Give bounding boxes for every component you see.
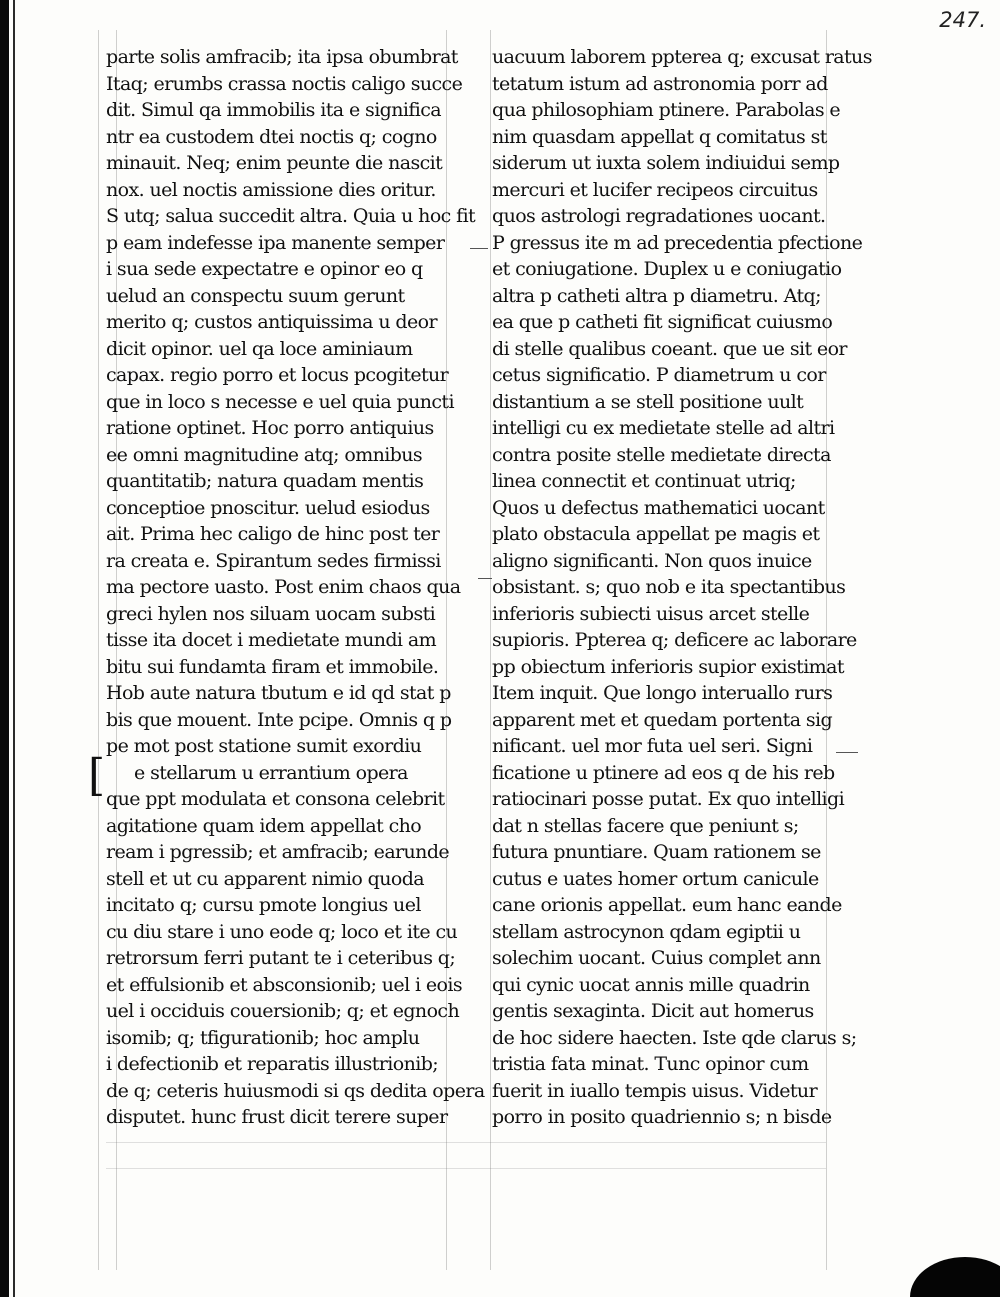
- manuscript-line: ficatione u ptinere ad eos q de his reb: [492, 761, 835, 784]
- ruling-line: [106, 1168, 826, 1169]
- manuscript-line: nox. uel noctis amissione dies oritur.: [106, 178, 436, 201]
- manuscript-line: dicit opinor. uel qa loce aminiaum: [106, 337, 413, 360]
- manuscript-line: tetatum istum ad astronomia porr ad: [492, 72, 828, 95]
- manuscript-line: bitu sui fundamta firam et immobile.: [106, 655, 439, 678]
- manuscript-line: fuerit in iuallo tempis uisus. Videtur: [492, 1079, 818, 1102]
- manuscript-line: P gressus ite m ad precedentia pfectione: [492, 231, 863, 254]
- manuscript-line: uel i occiduis couersionib; q; et egnoch: [106, 1000, 460, 1022]
- folio-number: 247.: [939, 8, 986, 32]
- manuscript-line: de hoc sidere haecten. Iste qde clarus s;: [492, 1026, 857, 1049]
- manuscript-line: gentis sexaginta. Dicit aut homerus: [492, 1000, 814, 1022]
- manuscript-line: Item inquit. Que longo interuallo rurs: [492, 682, 833, 704]
- manuscript-line: conceptioe pnoscitur. uelud esiodus: [106, 496, 430, 519]
- manuscript-line: nim quasdam appellat q comitatus st: [492, 125, 827, 148]
- manuscript-line: di stelle qualibus coeant. que ue sit eor: [492, 337, 847, 360]
- margin-mark: [478, 578, 492, 579]
- manuscript-line: cu diu stare i uno eode q; loco et ite cu: [106, 920, 458, 943]
- manuscript-line: supioris. Ppterea q; deficere ac laborare: [492, 629, 857, 651]
- manuscript-line: retrorsum ferri putant te i ceteribus q;: [106, 947, 456, 969]
- margin-mark: [470, 248, 488, 249]
- manuscript-line: ratiocinari posse putat. Ex quo intelligi: [492, 788, 845, 810]
- manuscript-line: et effulsionib et absconsionib; uel i eois: [106, 973, 463, 996]
- manuscript-line: uacuum laborem ppterea q; excusat ratus: [492, 46, 872, 68]
- manuscript-line: isomib; q; tfigurationib; hoc amplu: [106, 1026, 420, 1049]
- manuscript-line: siderum ut iuxta solem indiuidui semp: [492, 152, 840, 174]
- manuscript-line: qui cynic uocat annis mille quadrin: [492, 973, 810, 996]
- manuscript-line: ma pectore uasto. Post enim chaos qua: [106, 576, 461, 598]
- manuscript-line: obsistant. s; quo nob e ita spectantibus: [492, 576, 846, 598]
- manuscript-line: nificant. uel mor futa uel seri. Signi: [492, 735, 813, 757]
- manuscript-line: quos astrologi regradationes uocant.: [492, 205, 826, 227]
- manuscript-line: cane orionis appellat. eum hanc eande: [492, 894, 842, 916]
- manuscript-line: que in loco s necesse e uel quia puncti: [106, 390, 454, 413]
- manuscript-line: i sua sede expectatre e opinor eo q: [106, 258, 423, 280]
- manuscript-line: apparent met et quedam portenta sig: [492, 708, 833, 731]
- manuscript-line: qua philosophiam ptinere. Parabolas e: [492, 99, 841, 121]
- manuscript-line: solechim uocant. Cuius complet ann: [492, 947, 821, 969]
- manuscript-line: stell et ut cu apparent nimio quoda: [106, 867, 425, 890]
- left-text-column: [106, 44, 485, 1131]
- manuscript-line: ra creata e. Spirantum sedes firmissi: [106, 549, 441, 572]
- manuscript-line: uelud an conspectu suum gerunt: [106, 284, 405, 307]
- manuscript-line: et coniugatione. Duplex u e coniugatio: [492, 258, 842, 280]
- manuscript-line: futura pnuntiare. Quam rationem se: [492, 841, 821, 863]
- manuscript-line: cutus e uates homer ortum canicule: [492, 867, 819, 890]
- manuscript-line: capax. regio porro et locus pcogitetur: [106, 364, 449, 386]
- ruling-line: [490, 30, 491, 1270]
- manuscript-line: quantitatib; natura quadam mentis: [106, 470, 424, 492]
- manuscript-line: pe mot post statione sumit exordiu: [106, 735, 422, 757]
- manuscript-line: dat n stellas facere que peniunt s;: [492, 814, 799, 837]
- manuscript-line: parte solis amfracib; ita ipsa obumbrat: [106, 46, 458, 68]
- ruling-line: [98, 30, 99, 1270]
- manuscript-line: plato obstacula appellat pe magis et: [492, 523, 820, 545]
- manuscript-line: distantium a se stell positione uult: [492, 390, 804, 413]
- manuscript-line: Itaq; erumbs crassa noctis caligo succe: [106, 72, 463, 95]
- manuscript-line: Hob aute natura tbutum e id qd stat p: [106, 682, 451, 704]
- manuscript-line: minauit. Neq; enim peunte die nascit: [106, 152, 443, 174]
- manuscript-line: stellam astrocynon qdam egiptii u: [492, 920, 801, 943]
- manuscript-line: ratione optinet. Hoc porro antiquius: [106, 417, 434, 439]
- right-text-column: [492, 44, 872, 1131]
- manuscript-line: i defectionib et reparatis illustrionib;: [106, 1053, 439, 1075]
- scan-left-border: [0, 0, 9, 1297]
- manuscript-line: intelligi cu ex medietate stelle ad altri: [492, 417, 835, 439]
- manuscript-line: tristia fata minat. Tunc opinor cum: [492, 1053, 809, 1075]
- manuscript-line: cetus significatio. P diametrum u cor: [492, 364, 826, 386]
- manuscript-line: incitato q; cursu pmote longius uel: [106, 894, 421, 916]
- manuscript-line: inferioris subiecti uisus arcet stelle: [492, 602, 810, 625]
- manuscript-line: bis que mouent. Inte pcipe. Omnis q p: [106, 708, 452, 731]
- manuscript-line: porro in posito quadriennio s; n bisde: [492, 1106, 832, 1128]
- manuscript-line: ait. Prima hec caligo de hinc post ter: [106, 523, 440, 545]
- manuscript-line: ee omni magnitudine atq; omnibus: [106, 443, 423, 466]
- manuscript-line: mercuri et lucifer recipeos circuitus: [492, 178, 818, 201]
- manuscript-line: ea que p catheti fit significat cuiusmo: [492, 311, 833, 333]
- manuscript-line: dit. Simul qa immobilis ita e significa: [106, 99, 442, 121]
- manuscript-line: ream i pgressib; et amfracib; earunde: [106, 841, 450, 863]
- scan-left-border-line: [13, 0, 15, 1297]
- scan-corner-shadow: [910, 1257, 1000, 1297]
- manuscript-line: greci hylen nos siluam uocam substi: [106, 602, 436, 625]
- manuscript-line: ntr ea custodem dtei noctis q; cogno: [106, 125, 437, 148]
- ruling-line: [106, 1142, 826, 1143]
- manuscript-line: pp obiectum inferioris supior existimat: [492, 655, 844, 678]
- manuscript-line: e stellarum u errantium opera: [134, 761, 408, 784]
- manuscript-line: linea connectit et continuat utriq;: [492, 470, 796, 492]
- manuscript-line: aligno significanti. Non quos inuice: [492, 549, 812, 572]
- manuscript-line: que ppt modulata et consona celebrit: [106, 788, 445, 810]
- manuscript-line: de q; ceteris huiusmodi si qs dedita opera: [106, 1079, 485, 1102]
- manuscript-line: disputet. hunc frust dicit terere super: [106, 1106, 448, 1128]
- decorated-initial: [: [88, 750, 106, 801]
- manuscript-line: S utq; salua succedit altra. Quia u hoc fit: [106, 205, 476, 227]
- manuscript-line: p eam indefesse ipa manente semper: [106, 231, 445, 254]
- manuscript-line: merito q; custos antiquissima u deor: [106, 311, 437, 333]
- manuscript-line: tisse ita docet i medietate mundi am: [106, 629, 436, 651]
- manuscript-line: Quos u defectus mathematici uocant: [492, 496, 825, 519]
- manuscript-line: contra posite stelle medietate directa: [492, 443, 831, 466]
- manuscript-line: agitatione quam idem appellat cho: [106, 814, 422, 837]
- manuscript-line: altra p catheti altra p diametru. Atq;: [492, 284, 821, 307]
